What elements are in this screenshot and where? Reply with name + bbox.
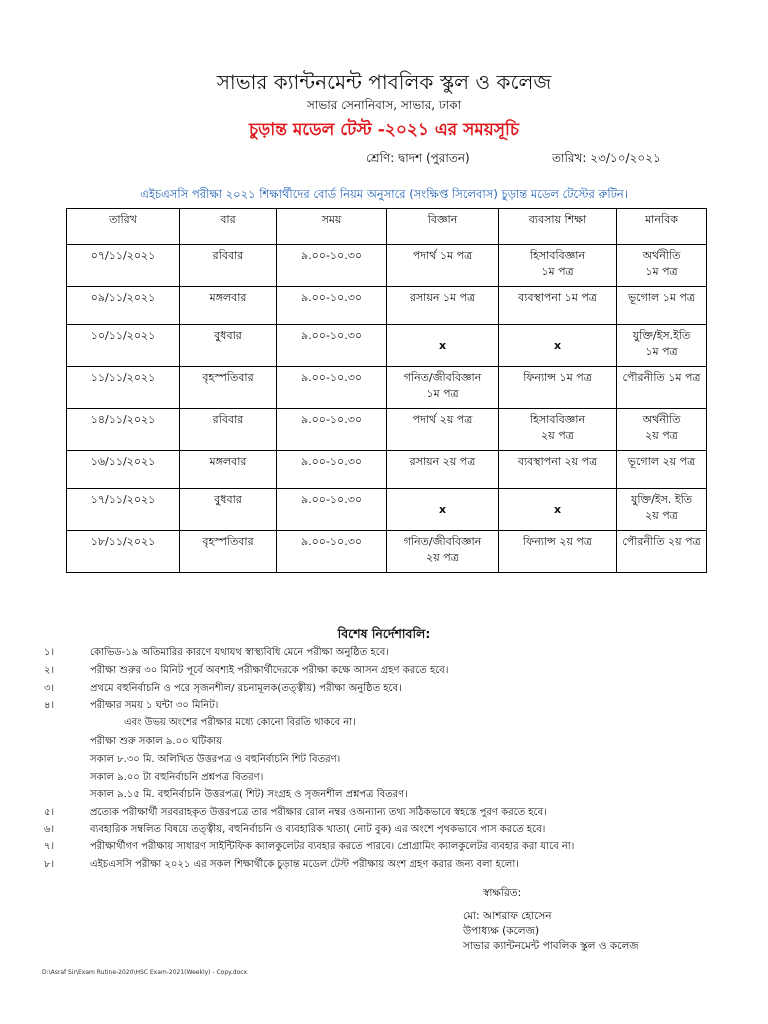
header-date: তারিখ: [67, 209, 180, 245]
instruction-subline: সকাল ৯.১৫ মি. বহুনির্বাচনি উত্তরপত্র( শিট) সংগ্রহ ও সৃজনশীল প্রশ্নপত্র বিতরণ।: [90, 789, 408, 800]
table-row: [67, 451, 707, 489]
cell-date: [67, 245, 180, 287]
cell-text: মঙ্গলবার: [209, 455, 247, 468]
cell-text: রবিবার: [212, 413, 244, 426]
not-applicable-mark: x: [438, 339, 447, 352]
cell-text: বৃহস্পতিবার: [202, 371, 254, 384]
cell-text: পৌরনীতি ১ম পত্র: [622, 371, 701, 384]
cell-text: ২য় পত্র: [426, 551, 459, 564]
page-title: চুড়ান্ত মডেল টেস্ট -২০২১ এর সময়সূচি: [248, 120, 520, 140]
cell-science: [387, 325, 499, 367]
instructions-title: বিশেষ নির্দেশাবলি:: [337, 626, 431, 641]
instruction-subline: সকাল ৯.০০ টা বহুনির্বাচনি প্রশ্নপত্র বিতরণ।: [90, 772, 264, 783]
cell-text: ভূগোল ১ম পত্র: [627, 291, 695, 304]
cell-text: বুধবার: [214, 329, 242, 342]
cell-text: পদার্থ ১ম পত্র: [412, 249, 473, 262]
cell-text: ১৮/১১/২০২১: [90, 535, 156, 548]
header-time: সময়: [277, 209, 387, 245]
header-business: ব্যবসায় শিক্ষা: [499, 209, 617, 245]
table-row: [67, 409, 707, 451]
cell-text: যুক্তি/ইস.ইতি: [632, 329, 691, 342]
instruction-subline: পরীক্ষা শুরু সকাল ৯.০০ ঘটিকায়: [90, 736, 223, 747]
instruction-text: প্রথমে বহুনির্বাচনি ও পরে সৃজনশীল/ রচনামূলক(তত্ত্বীয়) পরীক্ষা অনুষ্ঠিত হবে।: [90, 683, 402, 694]
cell-text: রবিবার: [212, 249, 244, 262]
header-day: বার: [180, 209, 277, 245]
cell-date: [67, 367, 180, 409]
cell-humanities: [617, 531, 707, 573]
routine-subtitle: এইচএসসি পরীক্ষা ২০২১ শিক্ষার্থীদের বোর্ড নিয়ম অনুসারে (সংক্ষিপ্ত সিলেবাস) চুড়ান্ত মডেল টেস্টের রুটিন।: [140, 187, 628, 201]
cell-humanities: [617, 325, 707, 367]
exam-routine-table: [66, 208, 707, 573]
cell-text: ১ম পত্র: [645, 265, 678, 278]
cell-science: [387, 451, 499, 489]
cell-text: ২য় পত্র: [645, 429, 678, 442]
cell-day: [180, 287, 277, 325]
cell-text: ৯.০০-১০.৩০: [301, 535, 362, 548]
instruction-number: ৮।: [44, 859, 55, 870]
signatory-organization: সাভার ক্যান্টনমেন্ট পাবলিক স্কুল ও কলেজ: [463, 940, 639, 952]
cell-day: [180, 489, 277, 531]
cell-business: [499, 367, 617, 409]
cell-text: মঙ্গলবার: [209, 291, 247, 304]
cell-text: ৯.০০-১০.৩০: [301, 291, 362, 304]
table-row: [67, 325, 707, 367]
cell-text: ১ম পত্র: [426, 387, 459, 400]
cell-text: ১৬/১১/২০২১: [90, 455, 156, 468]
cell-text: ৯.০০-১০.৩০: [301, 493, 362, 506]
school-name: সাভার ক্যান্টনমেন্ট পাবলিক স্কুল ও কলেজ: [216, 70, 552, 94]
cell-humanities: [617, 409, 707, 451]
cell-text: বুধবার: [214, 493, 242, 506]
cell-text: ২য় পত্র: [645, 509, 678, 522]
cell-text: হিসাববিজ্ঞান: [529, 249, 586, 262]
cell-business: [499, 531, 617, 573]
cell-text: যুক্তি/ইস. ইতি: [631, 493, 692, 506]
instruction-number: ৫।: [44, 807, 55, 818]
cell-text: গনিত/জীববিজ্ঞান: [403, 371, 482, 384]
cell-text: ব্যবস্থাপনা ২য় পত্র: [517, 455, 598, 468]
cell-text: ৯.০০-১০.৩০: [301, 329, 362, 342]
cell-text: রসায়ন ১ম পত্র: [409, 291, 476, 304]
cell-text: ৯.০০-১০.৩০: [301, 371, 362, 384]
instruction-number: ৬।: [44, 824, 55, 835]
cell-business: [499, 409, 617, 451]
cell-text: ৯.০০-১০.৩০: [301, 249, 362, 262]
cell-text: ০৯/১১/২০২১: [90, 291, 156, 304]
instruction-text: প্রত্যেক পরীক্ষার্থী সরবরাহকৃত উত্তরপত্রে তার পরীক্ষার রোল নম্বর ওঅন্যান্য তথ্য সঠিকভাবে স্বহস্তে পুরণ করতে হবে।: [90, 807, 547, 818]
cell-text: ফিন্যান্স ২য় পত্র: [523, 535, 592, 548]
signatory-name: মো: আশরাফ হোসেন: [463, 910, 552, 922]
cell-text: ৯.০০-১০.৩০: [301, 455, 362, 468]
cell-humanities: [617, 287, 707, 325]
cell-text: ১ম পত্র: [645, 345, 678, 358]
instruction-text: পরীক্ষা শুরুর ৩০ মিনিট পূর্বে অবশ্যই পরীক্ষার্থীদেরকে পরীক্ষা কক্ষে আসন গ্রহণ করতে হবে।: [90, 665, 449, 676]
cell-science: [387, 245, 499, 287]
cell-date: [67, 489, 180, 531]
cell-date: [67, 409, 180, 451]
cell-time: [277, 367, 387, 409]
cell-science: [387, 287, 499, 325]
cell-text: অর্থনীতি: [642, 249, 681, 262]
cell-text: ব্যবস্থাপনা ১ম পত্র: [518, 291, 597, 304]
cell-humanities: [617, 451, 707, 489]
cell-text: ১৪/১১/২০২১: [90, 413, 156, 426]
cell-time: [277, 451, 387, 489]
signatory-designation: উপাধ্যক্ষ (কলেজ): [463, 925, 540, 937]
not-applicable-mark: x: [438, 503, 447, 516]
cell-time: [277, 245, 387, 287]
header-science: বিজ্ঞান: [387, 209, 499, 245]
table-row: [67, 367, 707, 409]
cell-humanities: [617, 245, 707, 287]
cell-text: ২য় পত্র: [541, 429, 574, 442]
cell-text: ফিন্যান্স ১ম পত্র: [523, 371, 592, 384]
file-path-footer: D:\Asraf Sir\Exam Rutine-2020\HSC Exam-2021(Weekly) - Copy.docx: [42, 969, 248, 976]
cell-time: [277, 489, 387, 531]
cell-text: ১৭/১১/২০২১: [90, 493, 156, 506]
cell-text: রসায়ন ২য় পত্র: [409, 455, 476, 468]
instruction-text: ব্যবহারিক সম্বলিত বিষয়ে তত্ত্বীয়, বহুনির্বাচনি ও ব্যবহারিক খাতা( নোট বুক) এর অংশে পৃথকভাবে পাস করতে হবে।: [90, 824, 546, 835]
cell-text: পদার্থ ২য় পত্র: [412, 413, 473, 426]
instruction-number: ১।: [44, 647, 55, 658]
cell-humanities: [617, 367, 707, 409]
table-row: [67, 287, 707, 325]
issue-date: তারিখ: ২৩/১০/২০২১: [552, 151, 661, 165]
cell-business: [499, 325, 617, 367]
cell-date: [67, 325, 180, 367]
instruction-number: ৪।: [44, 700, 55, 711]
cell-science: [387, 489, 499, 531]
instruction-text: কোভিড-১৯ অতিমারির কারণে যথাযথ স্বাস্থ্যবিধি মেনে পরীক্ষা অনুষ্ঠিত হবে।: [90, 647, 389, 658]
cell-science: [387, 367, 499, 409]
cell-time: [277, 287, 387, 325]
cell-text: ১ম পত্র: [541, 265, 574, 278]
school-address: সাভার সেনানিবাস, সাভার, ঢাকা: [306, 98, 462, 112]
table-row: [67, 531, 707, 573]
instruction-subline: এবং উভয় অংশের পরীক্ষার মধ্যে কোনো বিরতি থাকবে না।: [124, 717, 356, 728]
not-applicable-mark: x: [553, 339, 562, 352]
cell-time: [277, 409, 387, 451]
cell-day: [180, 451, 277, 489]
cell-text: হিসাববিজ্ঞান: [529, 413, 586, 426]
signature-label: স্বাক্ষরিত:: [483, 887, 522, 899]
instruction-number: ৩।: [44, 683, 55, 694]
cell-text: পৌরনীতি ২য় পত্র: [622, 535, 701, 548]
cell-day: [180, 367, 277, 409]
table-row: [67, 489, 707, 531]
cell-date: [67, 451, 180, 489]
cell-date: [67, 531, 180, 573]
cell-science: [387, 409, 499, 451]
table-row: [67, 245, 707, 287]
table-header-row: [67, 209, 707, 245]
cell-text: বৃহস্পতিবার: [202, 535, 254, 548]
cell-business: [499, 245, 617, 287]
cell-time: [277, 325, 387, 367]
cell-text: অর্থনীতি: [642, 413, 681, 426]
cell-text: গনিত/জীববিজ্ঞান: [403, 535, 482, 548]
cell-text: ১০/১১/২০২১: [90, 329, 156, 342]
not-applicable-mark: x: [553, 503, 562, 516]
cell-day: [180, 531, 277, 573]
cell-day: [180, 245, 277, 287]
cell-text: ০৭/১১/২০২১: [90, 249, 156, 262]
instruction-text: পরীক্ষার্থীগণ পরীক্ষায় সাধারণ সাইন্টিফিক ক্যালকুলেটর ব্যবহার করতে পারবে। প্রোগ্রামিং ক্যালকুলেটর ব্যবহার করা যাবে না।: [90, 841, 575, 852]
header-humanities: মানবিক: [617, 209, 707, 245]
cell-text: ৯.০০-১০.৩০: [301, 413, 362, 426]
instruction-subline: সকাল ৮.৩০ মি. অলিখিত উত্তরপত্র ও বহুনির্বাচনি শিট বিতরণ।: [90, 754, 341, 765]
class-label: শ্রেণি: দ্বাদশ (পুরাতন): [366, 151, 470, 165]
cell-time: [277, 531, 387, 573]
cell-business: [499, 451, 617, 489]
cell-day: [180, 325, 277, 367]
cell-humanities: [617, 489, 707, 531]
instruction-text: এইচএসসি পরীক্ষা ২০২১ এর সকল শিক্ষার্থীকে চুড়ান্ত মডেল টেস্ট পরীক্ষায় অংশ গ্রহণ করার জন্য বলা হলো।: [90, 859, 519, 870]
cell-business: [499, 287, 617, 325]
cell-date: [67, 287, 180, 325]
instruction-text: পরীক্ষার সময় ১ ঘন্টা ৩০ মিনিট।: [90, 700, 219, 711]
cell-business: [499, 489, 617, 531]
cell-text: ভূগোল ২য় পত্র: [627, 455, 696, 468]
cell-text: ১১/১১/২০২১: [90, 371, 156, 384]
instruction-number: ৭।: [44, 841, 55, 852]
cell-day: [180, 409, 277, 451]
instruction-number: ২।: [44, 665, 55, 676]
cell-science: [387, 531, 499, 573]
